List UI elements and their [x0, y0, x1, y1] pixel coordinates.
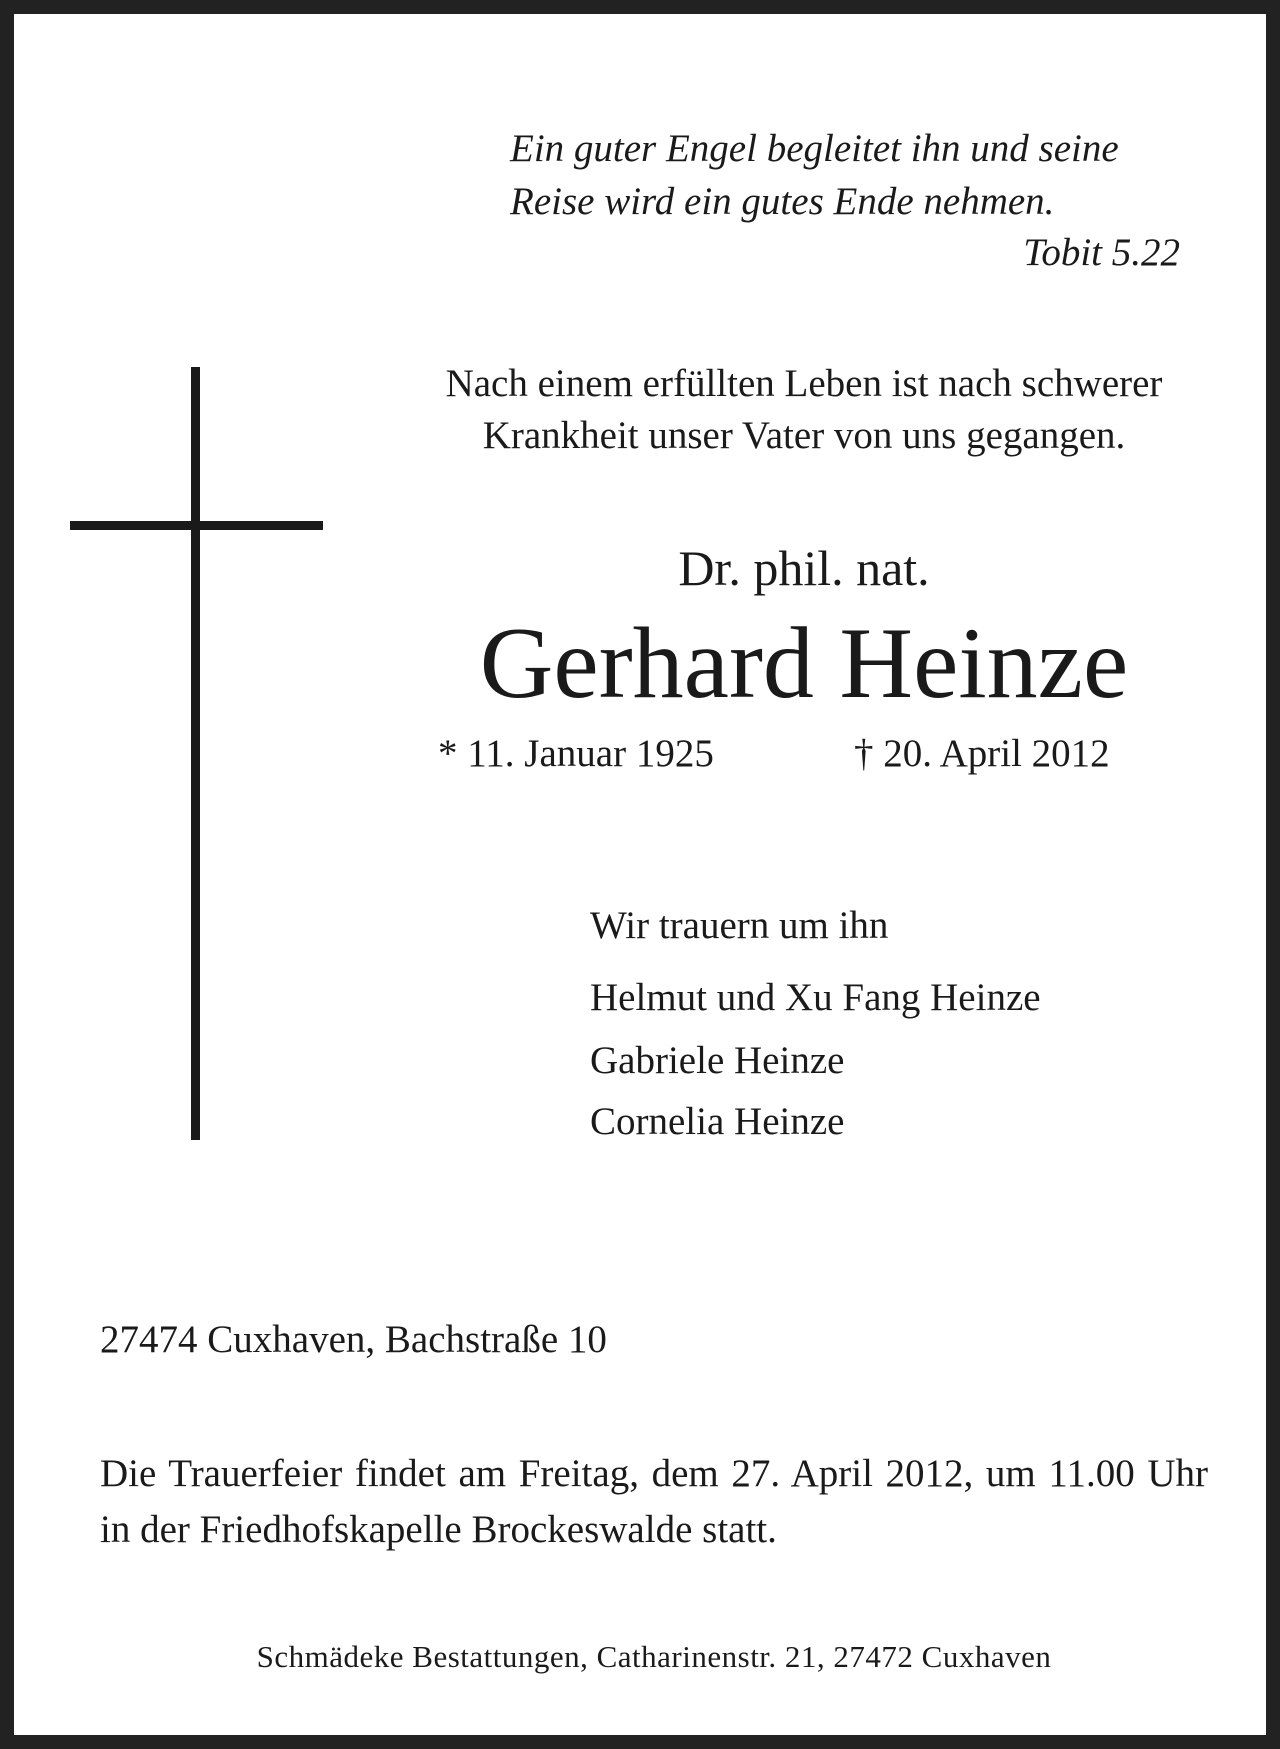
bible-verse-reference: Tobit 5.22 — [1023, 231, 1180, 274]
bible-verse — [510, 122, 1119, 228]
birth-date: * 11. Januar 1925 — [438, 732, 714, 775]
mourner-name: Gabriele Heinze — [590, 1039, 845, 1082]
intro-line-2: Krankheit unser Vater von uns gegangen. — [482, 414, 1126, 457]
death-date: † 20. April 2012 — [854, 732, 1110, 775]
deceased-name: Gerhard Heinze — [479, 607, 1129, 720]
funeral-service-info: Die Trauerfeier findet am Freitag, dem 27. April 2012, um 11.00 Uhr in der Friedhofskapelle Brockeswalde statt. — [100, 1452, 1208, 1551]
mourner-name: Cornelia Heinze — [590, 1100, 845, 1143]
cross-icon-horizontal-beam — [70, 521, 323, 530]
intro-line-1: Nach einem erfüllten Leben ist nach schwerer — [445, 362, 1163, 405]
family-address: 27474 Cuxhaven, Bachstraße 10 — [100, 1318, 607, 1361]
mourners-heading: Wir trauern um ihn — [590, 904, 889, 947]
academic-title: Dr. phil. nat. — [678, 540, 930, 596]
intro-text — [354, 358, 1254, 462]
undertaker-info: Schmädeke Bestattungen, Catharinenstr. 21, 27472 Cuxhaven — [256, 1639, 1052, 1674]
bible-verse-line-2: Reise wird ein gutes Ende nehmen. — [510, 180, 1055, 223]
cross-icon-vertical-beam — [191, 367, 200, 1140]
bible-verse-line-1: Ein guter Engel begleitet ihn und seine — [510, 127, 1119, 170]
mourner-name: Helmut und Xu Fang Heinze — [590, 976, 1041, 1019]
